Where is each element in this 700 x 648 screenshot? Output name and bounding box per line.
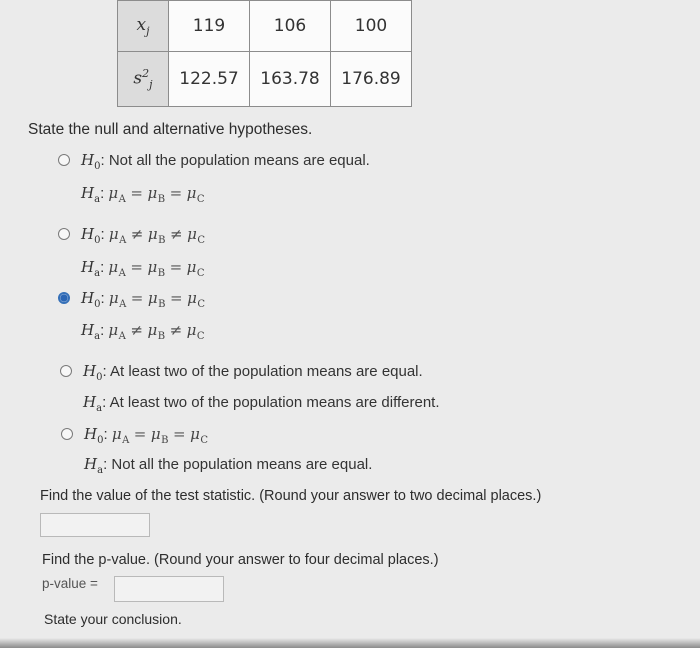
option-5-ha: $H_a$: Not all the population means are equal. [84, 455, 373, 476]
test-statistic-prompt: Find the value of the test statistic. (Round your answer to two decimal places.) [40, 488, 542, 504]
table-row [118, 1, 412, 52]
p-value-prompt: Find the p-value. (Round your answer to four decimal places.) [42, 552, 439, 568]
table-cell: 106 [250, 1, 331, 52]
option-2-h0[interactable]: $H_0$: $\mu_A \ne \mu_B \ne \mu_C$ [81, 225, 206, 246]
hypotheses-prompt: State the null and alternative hypotheses. [28, 121, 313, 138]
option-1-h0[interactable]: $H_0$: Not all the population means are equal. [81, 151, 370, 172]
option-3-radio-selected[interactable] [58, 292, 70, 304]
test-statistic-input[interactable] [40, 513, 150, 537]
option-3-h0[interactable]: $H_0$: $\mu_A = \mu_B = \mu_C$ [81, 289, 206, 310]
option-2-radio[interactable] [58, 228, 70, 240]
option-1-ha: $H_a$: $\mu_A = \mu_B = \mu_C$ [81, 184, 206, 205]
conclusion-prompt: State your conclusion. [44, 611, 182, 627]
option-1-radio[interactable] [58, 154, 70, 166]
sample-stats-table [117, 0, 412, 107]
table-cell: 119 [169, 1, 250, 52]
option-4-ha: $H_a$: At least two of the population means are different. [83, 393, 440, 414]
row-header-xbar: $x_j$ [118, 1, 169, 52]
table-cell: 163.78 [250, 52, 331, 107]
table-cell: 100 [331, 1, 412, 52]
table-cell: 176.89 [331, 52, 412, 107]
p-value-label: p-value = [42, 576, 98, 591]
row-header-variance: $s^2_j$ [118, 52, 169, 107]
option-2-ha: $H_a$: $\mu_A = \mu_B = \mu_C$ [81, 258, 206, 279]
page-edge-shadow [0, 638, 700, 648]
option-5-h0[interactable]: $H_0$: $\mu_A = \mu_B = \mu_C$ [84, 425, 209, 446]
option-5-radio[interactable] [61, 428, 73, 440]
option-4-h0[interactable]: $H_0$: At least two of the population means are equal. [83, 362, 423, 383]
option-3-ha: $H_a$: $\mu_A \ne \mu_B \ne \mu_C$ [81, 321, 206, 342]
table-row [118, 52, 412, 107]
table-cell: 122.57 [169, 52, 250, 107]
p-value-input[interactable] [114, 576, 224, 602]
option-4-radio[interactable] [60, 365, 72, 377]
